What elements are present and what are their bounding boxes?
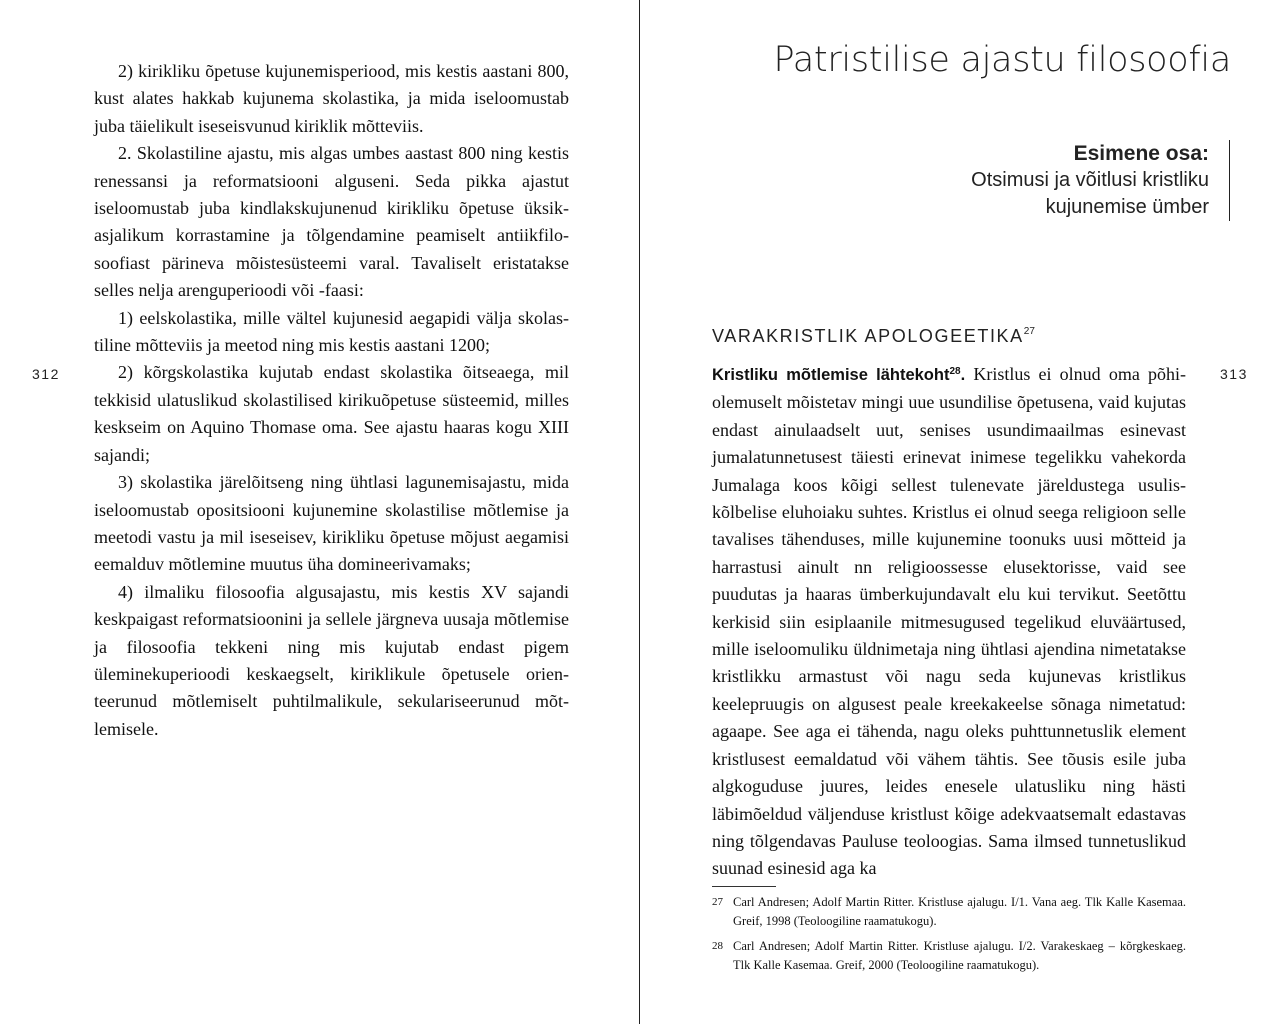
right-page-body xyxy=(712,358,1186,883)
section-heading-text: VARAKRISTLIK APOLOGEETIKA xyxy=(712,326,1024,346)
footnotes xyxy=(712,893,1186,981)
footnote-separator xyxy=(712,886,776,887)
lead-phrase-text: Kristliku mõtlemise lähtekoht xyxy=(712,366,950,384)
lead-phrase-punct: . xyxy=(960,366,966,384)
part-label: Esimene osa: xyxy=(1073,142,1209,165)
paragraph xyxy=(712,358,1186,883)
section-heading xyxy=(712,326,1035,347)
chapter-title: Patristilise ajastu filosoofia xyxy=(773,40,1231,80)
paragraph: 2) kõrgskolastika kujutab endast skolastika õitseaega, mil tekkisid ulatuslikud skolastilised kirikuõpetuse süsteemid, milles keskseim on Aquino Thomase oma. See ajastu haaras kogu XIII sajandi; xyxy=(94,362,569,465)
paragraph: 2) kirikliku õpetuse kujunemisperiood, mis kestis aastani 800, kust alates hakkab kujunema skolastika, ja mida iseloomustab juba täielikult iseseisvunud kiriklik mõtteviis. xyxy=(94,61,569,136)
page-number-right: 313 xyxy=(1220,366,1248,382)
part-subtitle-line-2: kujunemise ümber xyxy=(1045,196,1209,218)
footnote-number: 28 xyxy=(712,940,723,952)
lead-phrase xyxy=(712,366,965,384)
footnote-number: 27 xyxy=(712,896,723,908)
footnote-text: Carl Andresen; Adolf Martin Ritter. Kristluse ajalugu. I/2. Varakeskaeg – kõrgkeskaeg. Tlk Kalle Kasemaa. Greif, 2000 (Teoloogiline raamatukogu). xyxy=(733,939,1186,972)
paragraph: 3) skolastika järelõitseng ning ühtlasi lagunemisajastu, mida iseloomustab opositsiooni kujunemine skolastilise mõtlemise ja meetodi vastu ja mil iseseisev, kirikliku õpetuse mõjust aegamisi eemalduv mõtlemine muutus üha domineerivamaks; xyxy=(94,472,569,575)
part-heading xyxy=(971,140,1230,221)
footnote-27 xyxy=(712,893,1186,931)
left-page-body xyxy=(94,58,569,743)
part-subtitle-line-1: Otsimusi ja võitlusi kristliku xyxy=(971,169,1209,191)
page-number-left: 312 xyxy=(32,366,60,382)
footnote-text: Carl Andresen; Adolf Martin Ritter. Kristluse ajalugu. I/1. Vana aeg. Tlk Kalle Kasemaa. Greif, 1998 (Teoloogiline raamatukogu). xyxy=(733,895,1186,928)
paragraph: 4) ilmaliku filosoofia algusajastu, mis kestis XV sajandi keskpaigast reformatsioonini ja sellele järgneva uusaja mõtlemise ja filosoofia tekkeni ning mis kujutab endast pigem üleminekuperioodi keskaegselt, kiriklikule õpetusele orienteerunud mõtlemiselt puhtilmalikule, sekulariseerunud mõtlemisele. xyxy=(94,581,569,739)
footnote-ref-28[interactable]: 28 xyxy=(949,366,961,377)
body-text: Kristlus ei olnud oma põhiolemuselt mõistetav mingi uue usundilise õpetusena, vaid kujutas endast ainulaadselt uut, senises usundimaailmas esinevast jumalatunnetusest täiesti erinevat inimese tegelikku vahekorda Jumalaga koos kõigi sellest tulenevate järeldustega usulis-kõlbelise eluhoiaku suhtes. Kristlus ei olnud seega religioon selle tavalises tähenduses, mille kujunemine toonuks uusi mõtteid ja harrastusi ainult nn religioossesse elusektorisse, vaid see puudutas ja haaras ümberkujundavalt elu kui tervikut. Seetõttu kerkisid siin esiplaanile mitmesugused tegelikud eluväärtused, mille iseloomuliku üldnimetaja ning ühtlasi ajendina nimetatakse kristlikku armastust või nagu seda kujunevas kristlikus keelepruugis on algusest peale kreekakeelse sõnaga nimetatud: agaape. See aga ei tähenda, nagu oleks puhttunnetuslik element kristlusest eemaldatud või vähem tähtis. See tõusis esile juba algkoguduse juures, leides enesele ulatusliku ning hästi läbimõeldud väljenduse kristlust kõige adekvaatsemalt edastavas ning tõlgendavas Pauluse teoloogias. Sama ilmsed tunnetuslikud suunad esinesid aga ka xyxy=(712,364,1186,879)
paragraph: 1) eelskolastika, mille vältel kujunesid aegapidi välja skolastiline mõtteviis ja meetod ning mis kestis aastani 1200; xyxy=(94,307,569,356)
footnote-ref-27[interactable]: 27 xyxy=(1023,326,1035,337)
paragraph: 2. Skolastiline ajastu, mis algas umbes aastast 800 ning kestis renessansi ja reformatsiooni alguseni. Seda pikka ajastut iseloomustab juba kindlakskujunenud kirikliku õpetuse üksikasjalikum korrastamine ja tõlgendamine peamiselt antiikfilosoofiast pärineva mõistesüsteemi varal. Tavaliselt eristatakse selles nelja arenguperioodi või -faasi: xyxy=(94,143,569,301)
footnote-28 xyxy=(712,937,1186,975)
